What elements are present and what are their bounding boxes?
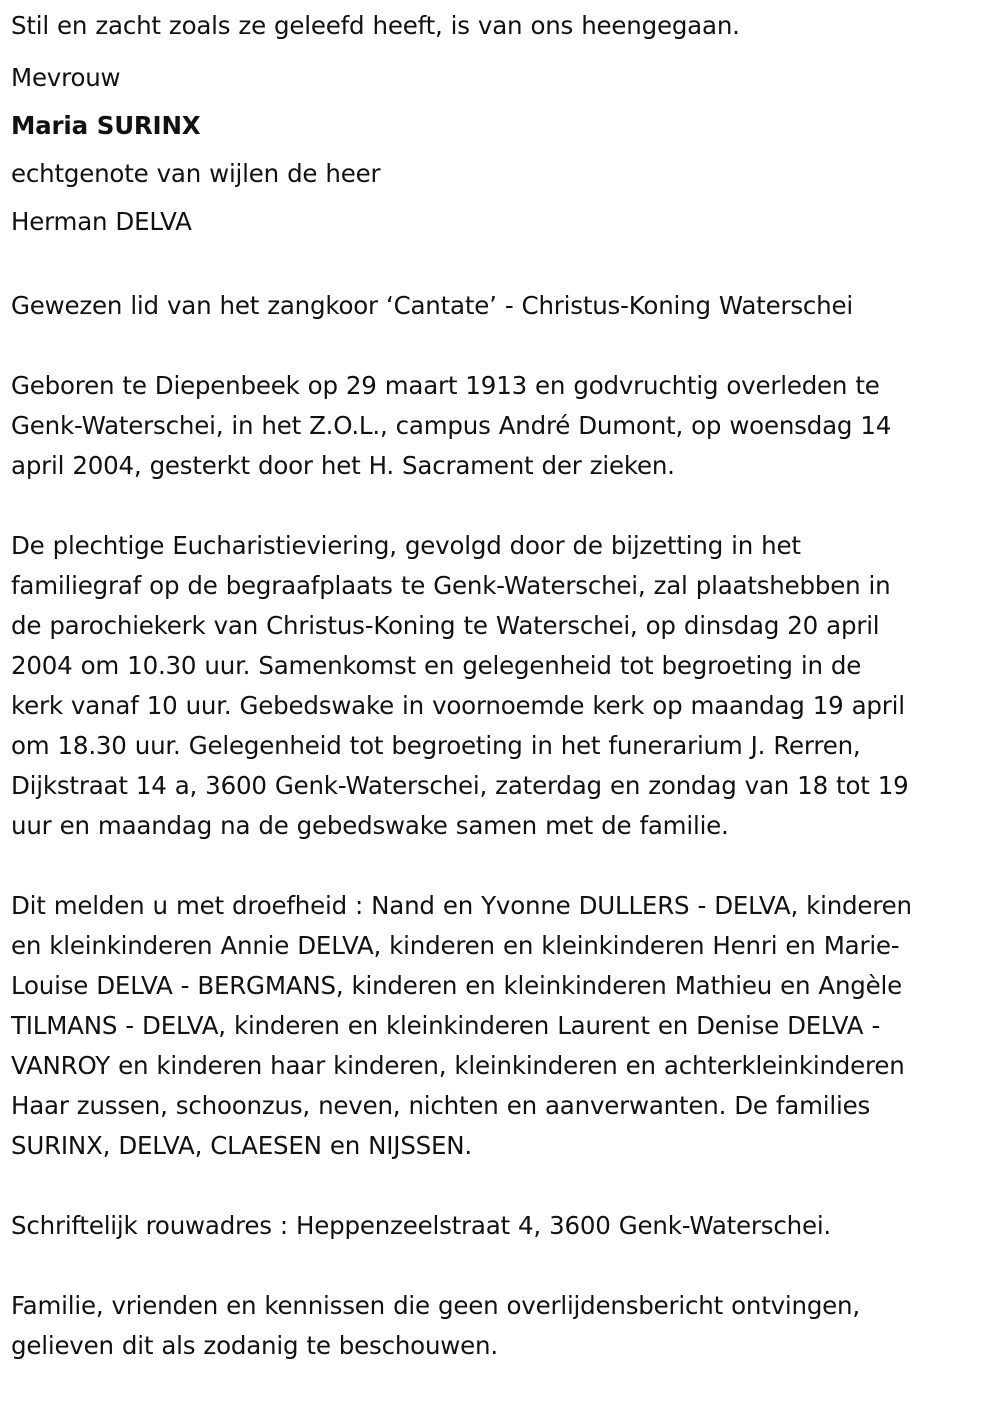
paragraph-line: Geboren te Diepenbeek op 29 maart 1913 en godvruchtig overleden te [11, 371, 880, 400]
paragraph-line: familiegraf op de begraafplaats te Genk-Waterschei, zal plaatshebben in [11, 571, 891, 600]
paragraph-line: Dit melden u met droefheid : Nand en Yvonne DULLERS - DELVA, kinderen [11, 891, 912, 920]
paragraph-line: Dijkstraat 14 a, 3600 Genk-Waterschei, zaterdag en zondag van 18 tot 19 [11, 771, 909, 800]
spacer [11, 846, 988, 886]
spacer [11, 486, 988, 526]
paragraph-line: Genk-Waterschei, in het Z.O.L., campus André Dumont, op woensdag 14 [11, 411, 892, 440]
deceased-relation: echtgenote van wijlen de heer [11, 159, 381, 188]
paragraph-line: april 2004, gesterkt door het H. Sacrament der zieken. [11, 451, 675, 480]
mourning-address: Schriftelijk rouwadres : Heppenzeelstraat 4, 3600 Genk-Waterschei. [11, 1211, 832, 1240]
deceased-title: Mevrouw [11, 63, 121, 92]
deceased-block [11, 54, 988, 246]
paragraph-line: SURINX, DELVA, CLAESEN en NIJSSEN. [11, 1131, 473, 1160]
spacer [11, 246, 988, 286]
intro-line: Stil en zacht zoals ze geleefd heeft, is van ons heengegaan. [11, 11, 740, 40]
closing-paragraph [11, 1286, 988, 1366]
spouse-name: Herman DELVA [11, 207, 192, 236]
paragraph-line: de parochiekerk van Christus-Koning te Waterschei, op dinsdag 20 april [11, 611, 880, 640]
deceased-name: Maria SURINX [11, 111, 201, 140]
paragraph-line: VANROY en kinderen haar kinderen, kleinkinderen en achterkleinkinderen [11, 1051, 905, 1080]
paragraph-line: kerk vanaf 10 uur. Gebedswake in voornoemde kerk op maandag 19 april [11, 691, 905, 720]
membership-line: Gewezen lid van het zangkoor ‘Cantate’ - Christus-Koning Waterschei [11, 291, 853, 320]
paragraph-line: TILMANS - DELVA, kinderen en kleinkinderen Laurent en Denise DELVA - [11, 1011, 881, 1040]
paragraph-line: en kleinkinderen Annie DELVA, kinderen en kleinkinderen Henri en Marie- [11, 931, 900, 960]
paragraph-line: Haar zussen, schoonzus, neven, nichten en aanverwanten. De families [11, 1091, 871, 1120]
announcement-paragraph [11, 886, 988, 1166]
ceremony-paragraph [11, 526, 988, 846]
birth-death-paragraph [11, 366, 988, 486]
paragraph-line: uur en maandag na de gebedswake samen met de familie. [11, 811, 729, 840]
spacer [11, 326, 988, 366]
paragraph-line: Louise DELVA - BERGMANS, kinderen en kleinkinderen Mathieu en Angèle [11, 971, 902, 1000]
paragraph-line: gelieven dit als zodanig te beschouwen. [11, 1331, 498, 1360]
spacer [11, 46, 988, 54]
spacer [11, 1246, 988, 1286]
spacer [11, 1166, 988, 1206]
paragraph-line: 2004 om 10.30 uur. Samenkomst en gelegenheid tot begroeting in de [11, 651, 862, 680]
paragraph-line: om 18.30 uur. Gelegenheid tot begroeting in het funerarium J. Rerren, [11, 731, 861, 760]
paragraph-line: De plechtige Eucharistieviering, gevolgd door de bijzetting in het [11, 531, 801, 560]
paragraph-line: Familie, vrienden en kennissen die geen overlijdensbericht ontvingen, [11, 1291, 860, 1320]
